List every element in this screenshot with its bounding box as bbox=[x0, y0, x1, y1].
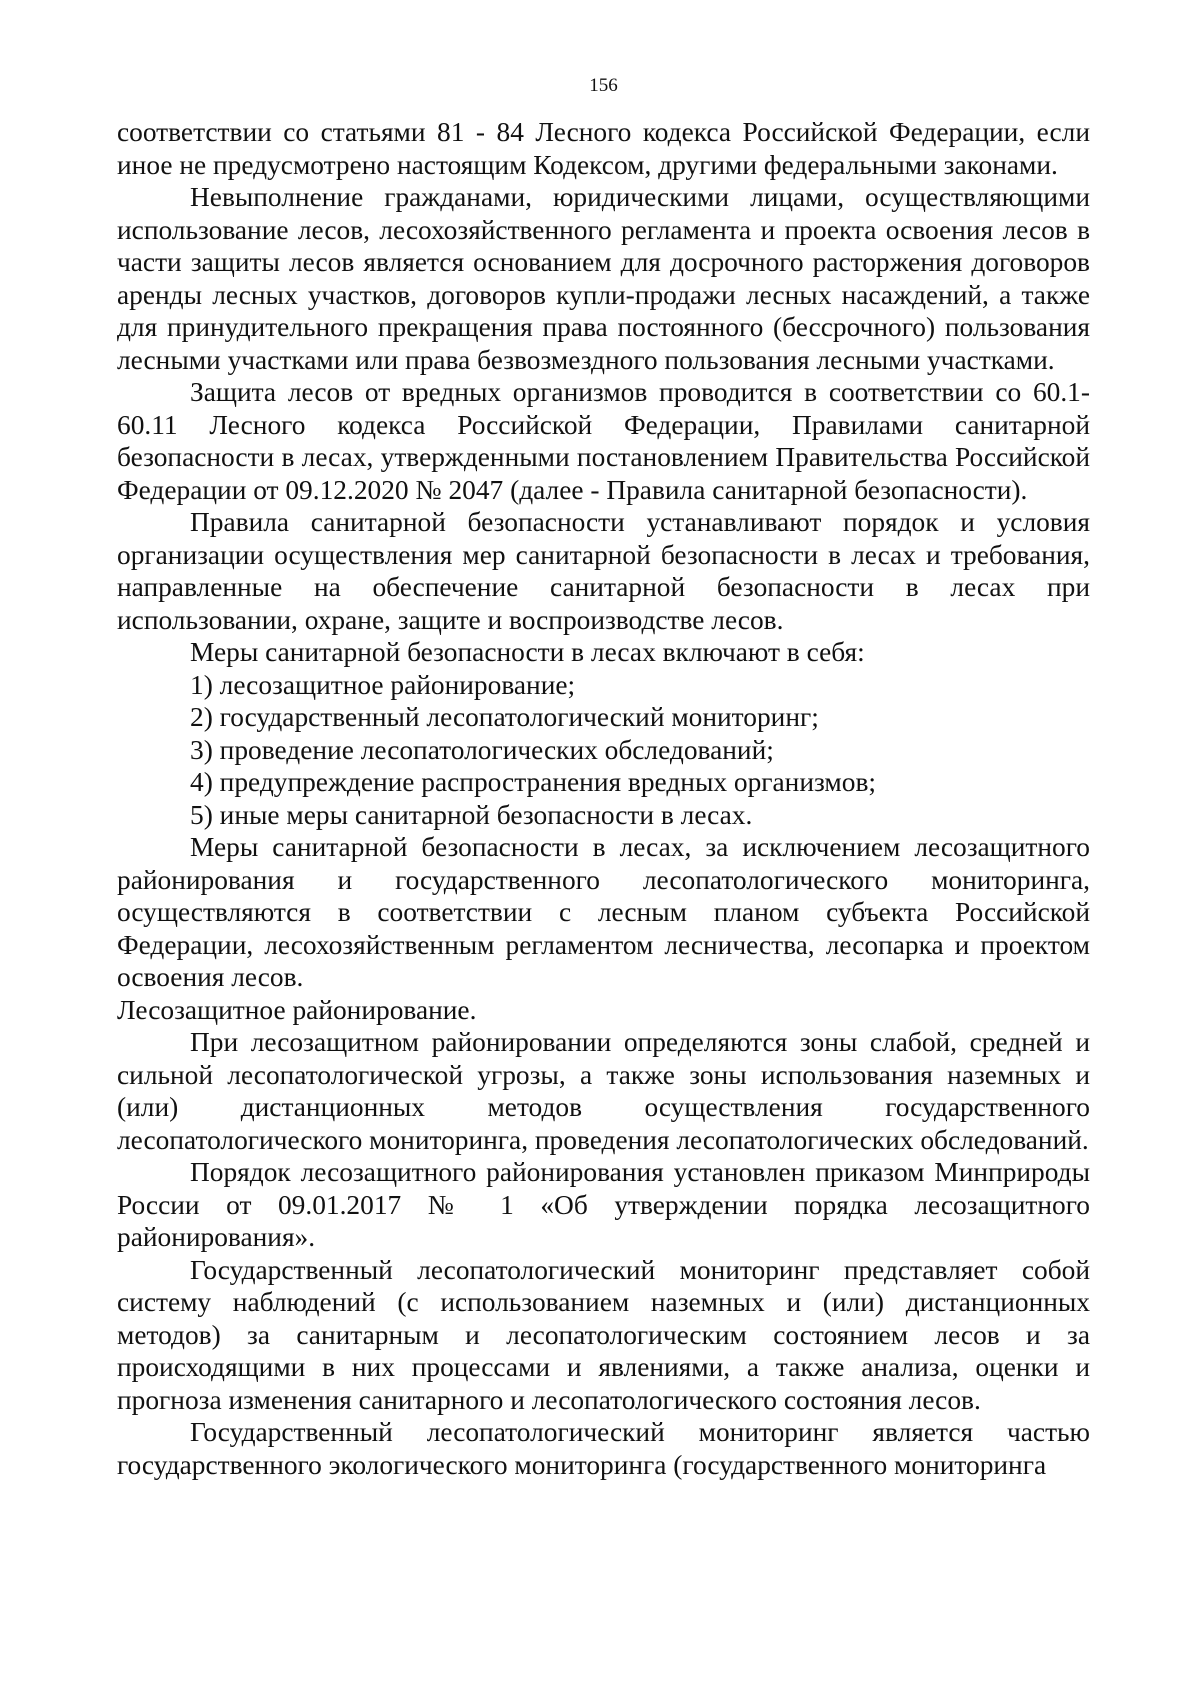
subheading-zoning: Лесозащитное районирование. bbox=[117, 994, 477, 1025]
paragraph-zoning: При лесозащитном районировании определяются зоны слабой, средней и сильной лесопатологической угрозы, а также зоны использования наземных и (или) дистанционных методов осуществления государственного лесопатологического мониторинга, проведения лесопатологических обследований. bbox=[117, 1027, 1090, 1155]
measures-list bbox=[117, 669, 1090, 832]
paragraph-continuation: соответствии со статьями 81 - 84 Лесного кодекса Российской Федерации, если иное не предусмотрено настоящим Кодексом, другими федеральными законами. bbox=[117, 117, 1090, 180]
paragraph-violation: Невыполнение гражданами, юридическими лицами, осуществляющими использование лесов, лесохозяйственного регламента и проекта освоения лесов в части защиты лесов является основанием для досрочного расторжения договоров аренды лесных участков, договоров купли-продажи лесных насаждений, а также для принудительного прекращения права постоянного (бессрочного) пользования лесными участками или права безвозмездного пользования лесными участками. bbox=[117, 182, 1090, 375]
list-item: 2) государственный лесопатологический мониторинг; bbox=[190, 702, 819, 732]
paragraph-monitoring: Государственный лесопатологический мониторинг представляет собой систему наблюдений (с использованием наземных и (или) дистанционных методов) за санитарным и лесопатологическим состоянием лесов и за происходящими в них процессами и явлениями, а также анализа, оценки и прогноза изменения санитарного и лесопатологического состояния лесов. bbox=[117, 1254, 1090, 1415]
list-item: 4) предупреждение распространения вредных организмов; bbox=[190, 767, 876, 797]
paragraph-monitoring-part: Государственный лесопатологический мониторинг является частью государственного экологического мониторинга (государственного мониторинга bbox=[117, 1417, 1090, 1480]
paragraph-protection: Защита лесов от вредных организмов проводится в соответствии со 60.1-60.11 Лесного кодекса Российской Федерации, Правилами санитарной безопасности в лесах, утвержденными постановлением Правительства Российской Федерации от 09.12.2020 № 2047 (далее - Правила санитарной безопасности). bbox=[117, 377, 1090, 505]
list-item: 1) лесозащитное районирование; bbox=[190, 669, 576, 700]
page-number: 156 bbox=[589, 75, 618, 96]
paragraph-zoning-order: Порядок лесозащитного районирования установлен приказом Минприроды России от 09.01.2017 № 1 «Об утверждении порядка лесозащитного районирования». bbox=[117, 1157, 1090, 1252]
list-item: 5) иные меры санитарной безопасности в лесах. bbox=[190, 799, 753, 830]
list-item: 3) проведение лесопатологических обследований; bbox=[190, 734, 774, 765]
paragraph-measures-exception: Меры санитарной безопасности в лесах, за исключением лесозащитного районирования и государственного лесопатологического мониторинга, осуществляются в соответствии с лесным планом субъекта Российской Федерации, лесохозяйственным регламентом лесничества, лесопарка и проектом освоения лесов. bbox=[117, 832, 1090, 992]
paragraph-sanitary-rules: Правила санитарной безопасности устанавливают порядок и условия организации осуществления мер санитарной безопасности в лесах и требования, направленные на обеспечение санитарной безопасности в лесах при использовании, охране, защите и воспроизводстве лесов. bbox=[117, 507, 1090, 635]
document-body bbox=[117, 116, 1090, 1481]
paragraph-measures-intro: Меры санитарной безопасности в лесах включают в себя: bbox=[190, 637, 865, 667]
